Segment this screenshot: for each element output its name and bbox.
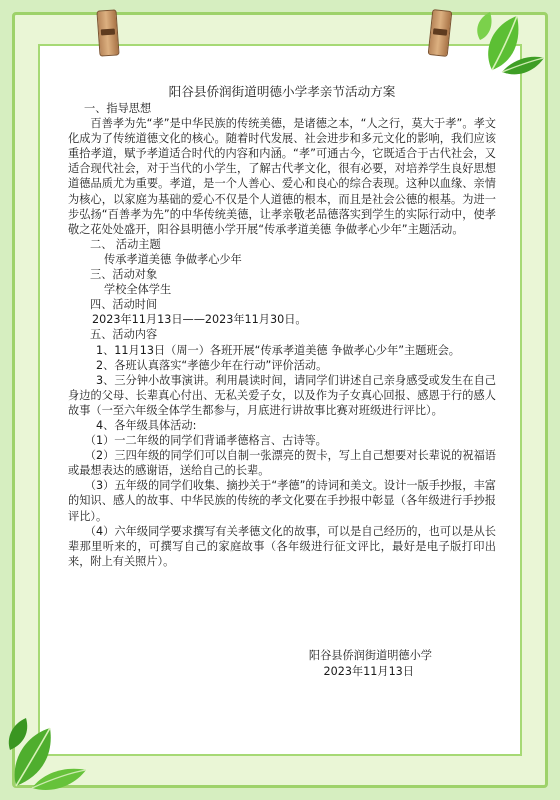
section-heading: 五、活动内容 <box>90 328 158 342</box>
binder-clip-icon <box>96 9 119 56</box>
paragraph: 传承孝道美德 争做孝心少年 <box>104 252 242 266</box>
section-heading: 三、活动对象 <box>90 268 158 282</box>
list-item: （3）五年级的同学们收集、摘抄关于“孝德”的诗词和美文。设计一版手抄报，丰富的知识、感人的故事、中华民族的传统的孝文化要在手抄报中彰显（各年级进行手抄报评比）。 <box>68 479 496 523</box>
list-item: （1）一二年级的同学们背诵孝德格言、古诗等。 <box>84 434 327 448</box>
list-item: （4）六年级同学要求撰写有关孝德文化的故事，可以是自己经历的，也可以是从长辈那里听来的，可撰写自己的家庭故事（各年级进行征文评比，最好是电子版打印出来，附上有关照片）。 <box>68 524 496 568</box>
paragraph: 2023年11月13日——2023年11月30日。 <box>92 313 307 327</box>
list-item: 1、11月13日（周一）各班开展“传承孝道美德 争做孝心少年”主题班会。 <box>96 343 460 357</box>
signature-org: 阳谷县侨润街道明德小学 <box>308 649 432 662</box>
leaf-icon <box>6 710 92 792</box>
section-heading: 二、 活动主题 <box>90 237 161 251</box>
paragraph: 百善孝为先“孝”是中华民族的传统美德，是诸德之本，“人之行，莫大于孝”。孝文化成为了传统道德文化的核心。随着时代发展、社会进步和多元文化的影响，我们应该重拾孝道，赋予孝道适合时代的内容和内涵。“孝”可通古今，它既适合于古代社会，又适合现代社会，对于当代的小学生，了解古代孝文化，很有必要，对培养学生良好思想道德品质尤为重要。孝道，是一个人善心、爱心和良心的综合表现。这种以血缘、亲情为核心，以家庭为基础的爱心不仅是个人道德的根本，而且是社会公德的根基。为进一步弘扬“百善孝为先”的中华传统美德，让孝亲敬老品德落实到学生的实际行动中，使孝敬之花处处盛开，阳谷县明德小学开展“传承孝道美德 争做孝心少年”主题活动。 <box>68 117 496 236</box>
document-body <box>68 84 496 569</box>
list-item: 2、各班认真落实“孝德少年在行动”评价活动。 <box>96 358 328 372</box>
signature-date: 2023年11月13日 <box>323 664 414 678</box>
paragraph: 学校全体学生 <box>104 283 172 297</box>
leaf-icon <box>472 10 546 80</box>
section-heading: 一、指导思想 <box>84 102 152 115</box>
document-title: 阳谷县侨润街道明德小学孝亲节活动方案 <box>168 84 396 99</box>
section-heading: 四、活动时间 <box>90 298 158 312</box>
list-item: 3、三分钟小故事演讲。利用晨读时间，请同学们讲述自己亲身感受或发生在自己身边的父母、长辈真心付出、无私关爱子女，以及作为子女真心回报、感恩于行的感人故事（一至六年级全体学生都参与，月底进行讲故事比赛对班级进行评比）。 <box>68 373 496 417</box>
list-item: （2）三四年级的同学们可以自制一张漂亮的贺卡，写上自己想要对长辈说的祝福语或最想表达的感谢语，送给自己的长辈。 <box>68 449 496 478</box>
signature-block <box>68 648 432 679</box>
list-item: 4、各年级具体活动: <box>96 418 197 432</box>
